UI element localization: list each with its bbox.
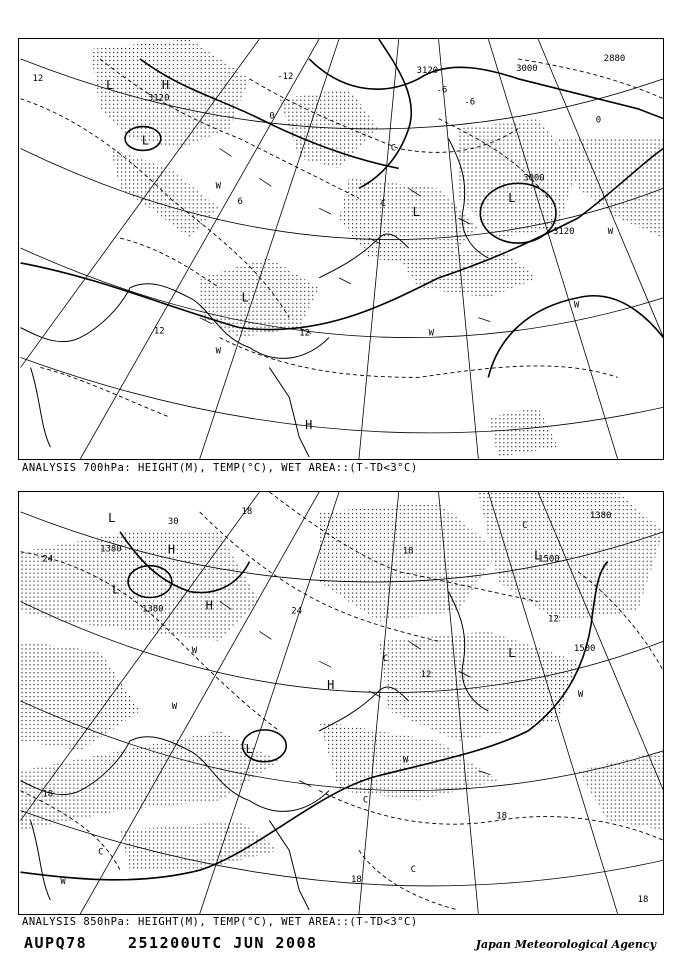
cold-center: C <box>380 199 387 210</box>
height-label: 1380 <box>589 510 612 521</box>
temp-label: 18 <box>637 895 649 906</box>
temp-label: 6 <box>237 197 243 208</box>
warm-center: W <box>402 755 409 766</box>
agency-name: Japan Meteorological Agency <box>475 938 656 951</box>
temp-label: 18 <box>350 875 362 886</box>
low-center: L <box>508 191 516 206</box>
temp-label: 0 <box>595 115 602 126</box>
high-center: H <box>167 542 176 557</box>
warm-center: W <box>215 181 221 192</box>
warm-center: W <box>577 690 584 701</box>
height-label: 2880 <box>603 53 626 64</box>
temp-label: 12 <box>299 328 310 339</box>
low-center: L <box>141 133 150 148</box>
caption-700hpa: ANALYSIS 700hPa: HEIGHT(M), TEMP(°C), WET AREA::(T-TD<3°C) <box>22 462 418 474</box>
temp-label: 12 <box>548 614 559 625</box>
height-label: 1500 <box>573 644 596 655</box>
cold-center: C <box>522 520 528 531</box>
low-center: L <box>508 646 516 661</box>
temp-label: -6 <box>464 97 476 108</box>
warm-center: W <box>428 328 434 339</box>
height-label: 3120 <box>552 227 575 238</box>
wet-area-shading <box>90 39 663 457</box>
temp-label: 18 <box>402 546 414 557</box>
temp-label: 18 <box>241 506 253 517</box>
valid-time: 251200UTC JUN 2008 <box>128 934 318 952</box>
low-center: L <box>241 290 249 305</box>
map-panel-850hpa <box>18 491 664 915</box>
temp-label: -12 <box>277 71 294 82</box>
high-center: H <box>305 418 313 433</box>
warm-center: W <box>191 646 198 657</box>
temp-label: 12 <box>420 670 432 681</box>
low-center: L <box>106 77 114 92</box>
temp-label: 18 <box>496 811 508 822</box>
height-label: 3120 <box>147 93 170 104</box>
map-panel-700hpa <box>18 38 664 460</box>
low-center: L <box>112 582 120 597</box>
height-label: 3000 <box>523 173 545 184</box>
warm-center: W <box>215 346 221 357</box>
temp-label: -6 <box>436 85 448 96</box>
warm-center: W <box>573 300 580 311</box>
temp-label: 12 <box>153 326 165 337</box>
caption-850hpa: ANALYSIS 850hPa: HEIGHT(M), TEMP(°C), WET AREA::(T-TD<3°C) <box>22 916 418 928</box>
warm-center: W <box>60 877 66 888</box>
low-center: L <box>412 205 420 220</box>
high-center: H <box>327 678 335 693</box>
temp-label: 12 <box>32 73 44 84</box>
height-label: 3120 <box>416 65 439 76</box>
low-center: L <box>108 510 116 525</box>
temp-label: 24 <box>291 606 303 617</box>
height-label: 1500 <box>538 554 560 565</box>
cold-center: C <box>410 865 417 876</box>
temp-label: 24 <box>42 554 54 565</box>
cold-center: C <box>98 847 104 858</box>
map-700hpa-graphic <box>19 39 664 459</box>
height-label: 1380 <box>141 604 164 615</box>
temp-label: 0 <box>269 111 275 122</box>
low-center: L <box>245 741 253 756</box>
chart-id: AUPQ78 <box>24 934 88 952</box>
warm-center: W <box>607 227 614 238</box>
high-center: H <box>205 598 213 613</box>
height-label: 1380 <box>100 544 122 555</box>
cold-center: C <box>362 795 369 806</box>
high-center: H <box>161 77 170 92</box>
temp-label: 18 <box>42 789 54 800</box>
map-850hpa-graphic <box>19 492 664 914</box>
cold-center: C <box>382 654 389 665</box>
warm-center: W <box>171 701 178 712</box>
cold-center: C <box>390 143 397 154</box>
height-label: 3000 <box>516 63 538 74</box>
temp-label: 30 <box>167 516 179 527</box>
low-center: L <box>534 548 542 563</box>
